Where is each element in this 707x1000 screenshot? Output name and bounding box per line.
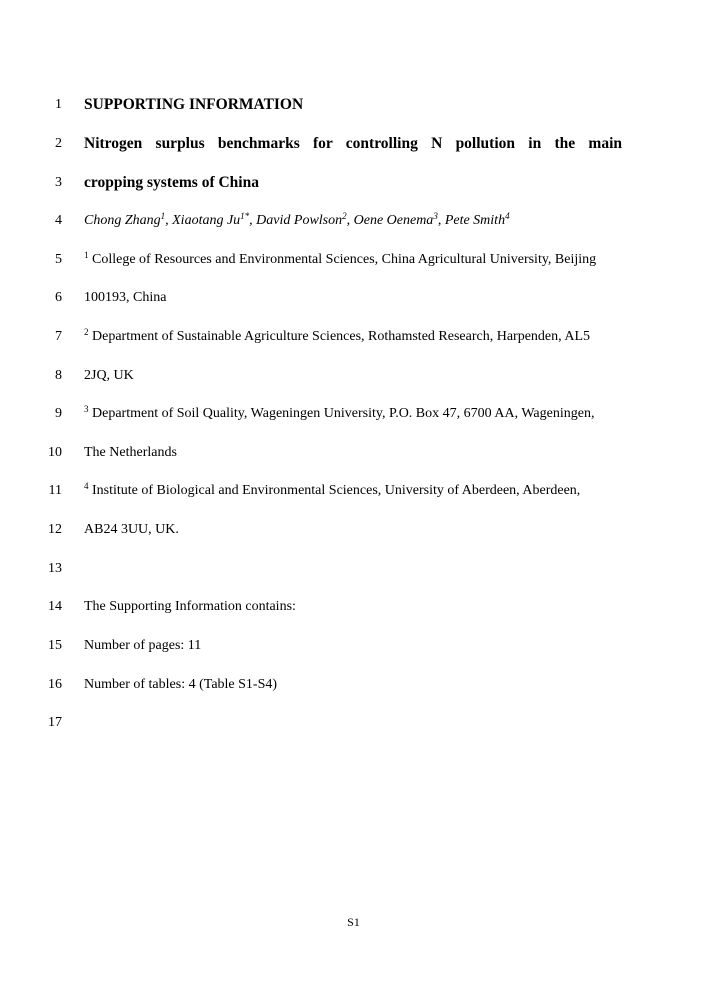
affiliation-4 (84, 480, 580, 502)
manuscript-line-16 (0, 674, 707, 696)
manuscript-line-7 (0, 326, 707, 348)
page-count: Number of pages: 11 (84, 638, 202, 653)
line-number: 12 (48, 522, 62, 537)
author-separator: , (346, 213, 354, 228)
author-separator: , (249, 213, 257, 228)
line-number: 3 (55, 175, 62, 190)
affiliation-4-continued: AB24 3UU, UK. (84, 522, 179, 537)
line-number: 5 (55, 252, 62, 267)
manuscript-line-13 (0, 558, 707, 580)
table-count: Number of tables: 4 (Table S1-S4) (84, 677, 278, 692)
manuscript-line-3 (0, 172, 707, 194)
line-number: 6 (55, 290, 62, 305)
author-affiliation-mark: 1 (160, 211, 166, 221)
line-number: 10 (48, 445, 62, 460)
manuscript-line-14 (0, 596, 707, 618)
page-number-footer: S1 (347, 915, 360, 929)
line-number: 13 (48, 561, 62, 576)
affiliation-2 (84, 326, 590, 348)
line-number: 17 (48, 715, 62, 730)
line-number: 7 (55, 329, 62, 344)
author-name: Oene Oenema (353, 213, 434, 228)
author-separator: , (437, 213, 445, 228)
affiliation-3 (84, 403, 594, 425)
author-affiliation-mark: 2 (342, 211, 347, 221)
manuscript-line-15 (0, 635, 707, 657)
affiliation-mark: 1 (84, 250, 89, 260)
line-number: 14 (48, 599, 62, 614)
author-affiliation-mark: 3 (433, 211, 438, 221)
manuscript-line-8 (0, 365, 707, 387)
manuscript-line-10 (0, 442, 707, 464)
manuscript-line-12 (0, 519, 707, 541)
affiliation-text: Department of Sustainable Agriculture Sciences, Rothamsted Research, Harpenden, AL5 (92, 329, 591, 344)
author-affiliation-mark: 1* (240, 211, 250, 221)
line-number: 16 (48, 677, 62, 692)
author-name: David Powlson (256, 213, 343, 228)
paper-title-line-2: cropping systems of China (84, 174, 259, 191)
author-list (84, 210, 510, 232)
manuscript-line-4 (0, 210, 707, 232)
manuscript-line-5 (0, 249, 707, 271)
line-number: 8 (55, 368, 62, 383)
affiliation-text: College of Resources and Environmental Sciences, China Agricultural University, Beijing (92, 252, 597, 267)
affiliation-1 (84, 249, 596, 271)
paper-title-line-1: Nitrogen surplus benchmarks for controlling N pollution in the main (84, 135, 622, 152)
affiliation-text: Institute of Biological and Environmental Sciences, University of Aberdeen, Aberdeen, (92, 483, 581, 498)
line-number: 9 (55, 406, 62, 421)
manuscript-line-1 (0, 94, 707, 116)
author-name: Xiaotang Ju (172, 213, 241, 228)
manuscript-line-2 (0, 133, 707, 155)
author-name: Chong Zhang (84, 213, 161, 228)
line-number: 11 (48, 483, 62, 498)
line-number: 1 (55, 97, 62, 112)
affiliation-2-continued: 2JQ, UK (84, 368, 134, 383)
affiliation-3-continued: The Netherlands (84, 445, 177, 460)
author-separator: , (165, 213, 173, 228)
manuscript-line-17 (0, 712, 707, 734)
affiliation-mark: 4 (84, 481, 89, 491)
contents-intro: The Supporting Information contains: (84, 599, 296, 614)
line-number: 2 (55, 136, 62, 151)
manuscript-line-6 (0, 287, 707, 309)
affiliation-mark: 2 (84, 327, 89, 337)
affiliation-mark: 3 (84, 404, 89, 414)
author-name: Pete Smith (444, 213, 506, 228)
line-number: 4 (55, 213, 62, 228)
manuscript-line-9 (0, 403, 707, 425)
author-affiliation-mark: 4 (505, 211, 510, 221)
line-number: 15 (48, 638, 62, 653)
manuscript-line-11 (0, 480, 707, 502)
affiliation-text: Department of Soil Quality, Wageningen University, P.O. Box 47, 6700 AA, Wageningen, (92, 406, 595, 421)
section-heading: SUPPORTING INFORMATION (84, 96, 304, 113)
affiliation-1-continued: 100193, China (84, 290, 167, 305)
